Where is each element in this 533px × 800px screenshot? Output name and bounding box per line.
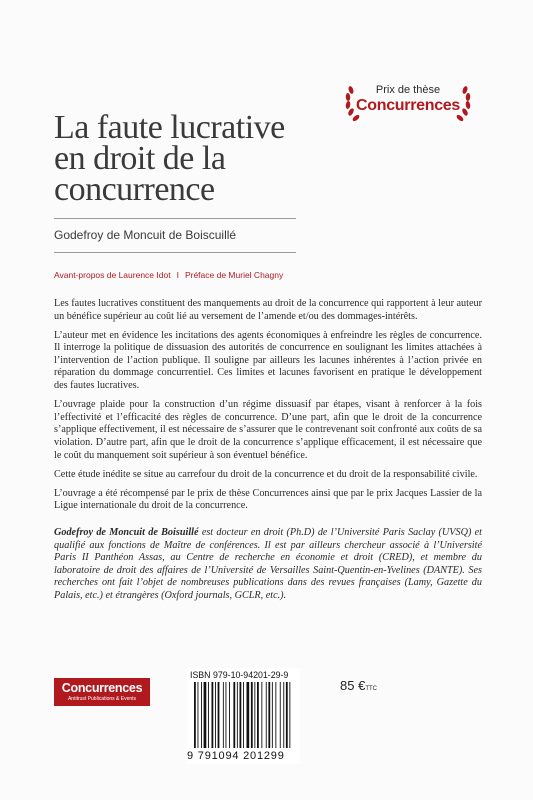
ean-number: 9 791094 201299 [187,750,285,762]
prize-name: Concurrences [356,97,460,114]
author-bio [54,527,482,603]
price-tax: TTC [365,686,377,692]
prize-label: Prix de thèse [375,84,441,96]
credit-separator: I [176,270,179,280]
isbn-text: ISBN 979-10-94201-29-9 [190,670,289,680]
prize-badge [343,80,473,130]
title-line: en droit de la [54,140,226,177]
publisher-tagline: Antitrust Publications & Events [67,696,137,702]
price [340,678,377,693]
body-paragraph: Cette étude inédite se situe au carrefour du droit de la concurrence et du droit de la responsabilité civile. [54,468,478,480]
divider [54,218,296,219]
body-paragraph: L’ouvrage plaide pour la construction d’un régime dissuasif par étapes, visant à renforcer à la fois l’effectivité et l’efficacité des règles de concurrence. D’une part, afin que le droit de la concurrence s’applique effectivement, il est nécessaire de s’assurer que le contrevenant soit confronté aux coûts de sa violation. D’autre part, afin que le droit de la concurrence s’applique efficacement, il est nécessaire que le coût du manquement soit supérieur à son éventuel bénéfice. [54,399,482,461]
title-line: concurrence [54,171,215,208]
bio-author-name: Godefroy de Moncuit de Boisuillé [54,526,199,538]
barcode-icon [193,682,293,748]
preface-credit: Préface de Muriel Chagny [184,270,284,280]
credits-line [54,270,283,280]
price-amount: 85 € [340,678,366,693]
publisher-name: Concurrences [61,681,143,695]
divider [54,252,296,253]
book-title [54,109,354,208]
publisher-logo [54,678,150,706]
body-paragraph: L’auteur met en évidence les incitations des agents économiques à enfreindre les règles de concurrence. Il interroge la politique de dissuasion des autorités de concurrence en soulignant les limites attachées à l’intervention de l’action publique. Il souligne par ailleurs les lacunes inhérentes à l’action privée en réparation du dommage concurrentiel. Ces limites et lacunes favorisent en pratique le développement des fautes lucratives. [54,329,482,392]
author-name: Godefroy de Moncuit de Boiscuillé [54,228,237,242]
back-cover-text [54,298,482,609]
bio-text: est docteur en droit (Ph.D) de l’Université Paris Saclay (UVSQ) et qualifié aux fonctions de Maître de conférences. Il est par ailleurs chercheur associé à l’Université Paris II Panthéon Assas, au Centre de recherche en économie et droit (CRED), et membre du laboratoire de droit des affaires de l’Université de Versailles Saint-Quentin-en-Yvelines (DANTE). Ses recherches ont fait l’objet de nombreuses publications dans des revues françaises (Lamy, Gazette du Palais, etc.) et étrangères (Oxford journals, GCLR, etc.). [54,526,482,601]
body-paragraph: Les fautes lucratives constituent des manquements au droit de la concurrence qui rapportent à leur auteur un bénéfice supérieur au coût lié au versement de l’amende et/ou des dommages-intérêts. [54,298,482,322]
body-paragraph: L’ouvrage a été récompensé par le prix de thèse Concurrences ainsi que par le prix Jacques Lassier de la Ligue internationale du droit de la concurrence. [54,487,482,512]
foreword-credit: Avant-propos de Laurence Idot [54,270,171,280]
title-line: La faute lucrative [54,109,285,146]
barcode-area [187,668,300,764]
